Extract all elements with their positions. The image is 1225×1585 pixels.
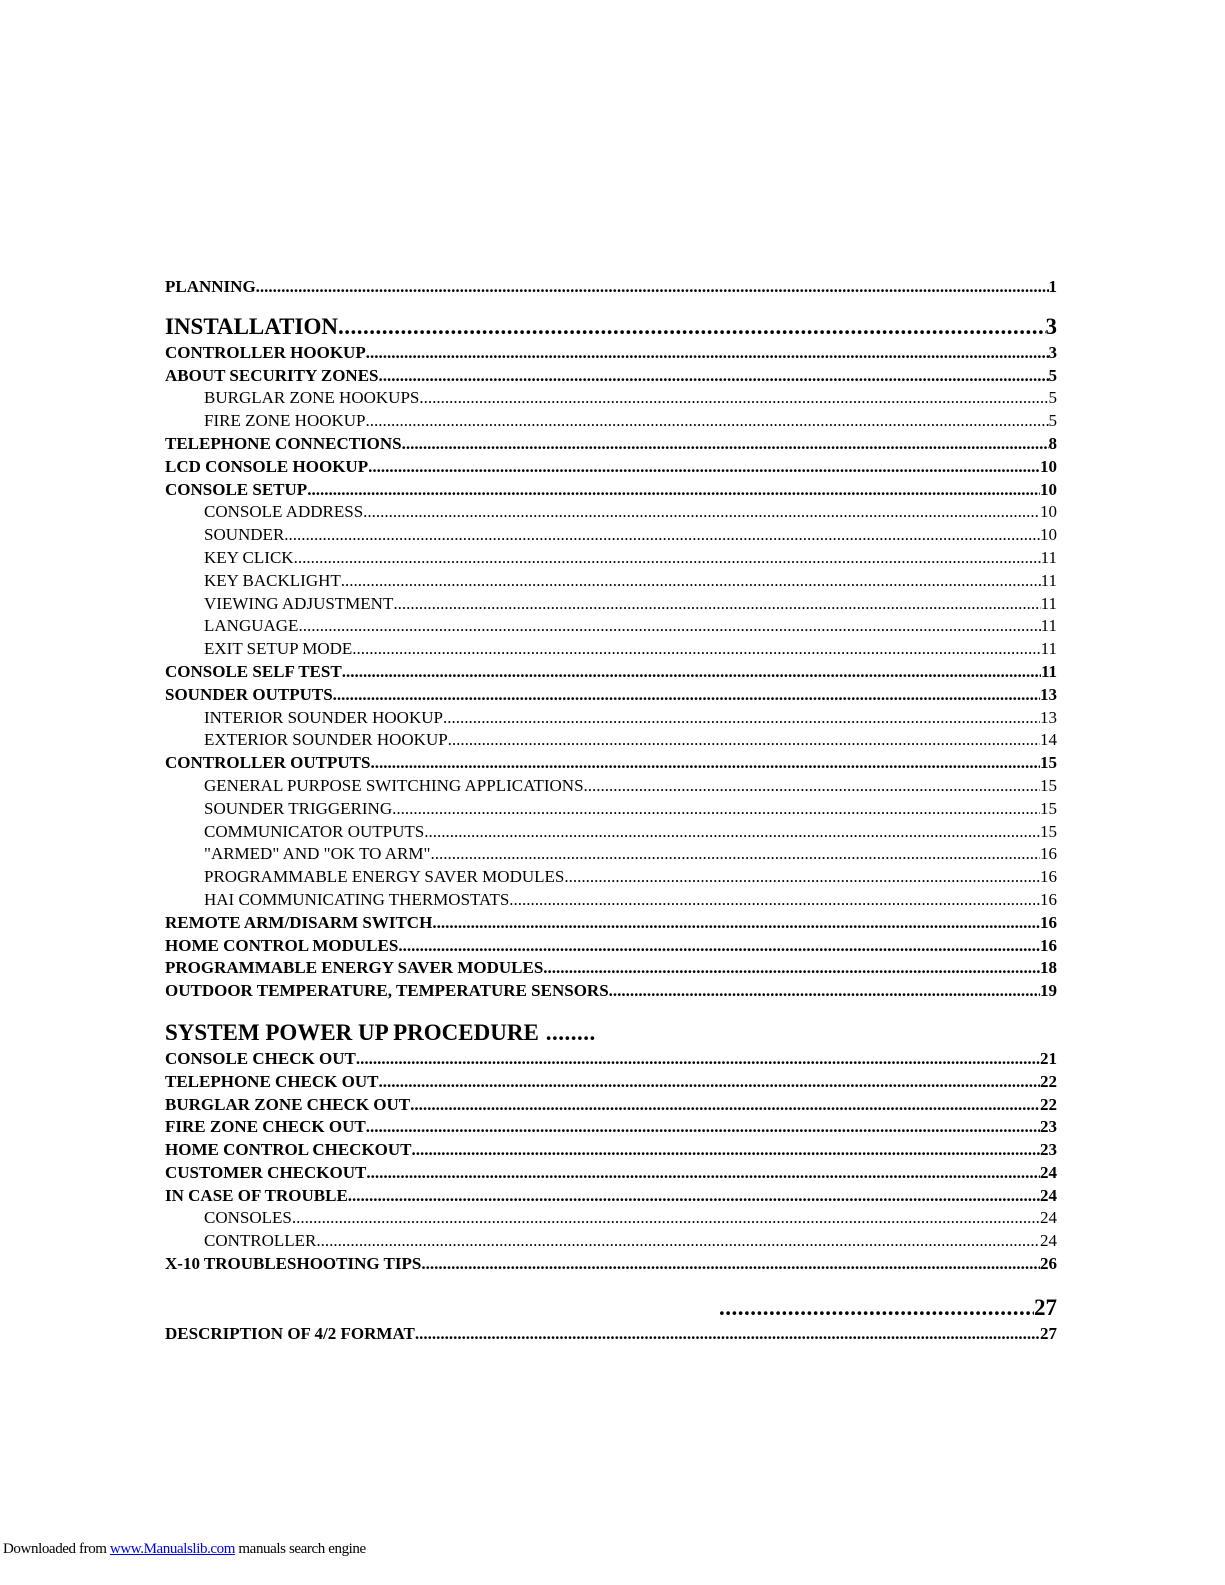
toc-entry-page: 24 <box>1040 1208 1057 1228</box>
toc-entry[interactable] <box>165 980 1057 1003</box>
toc-entry-page: 23 <box>1040 1140 1057 1160</box>
toc-entry-label: VIEWING ADJUSTMENT <box>204 593 394 613</box>
toc-entry-page: 23 <box>1040 1117 1057 1137</box>
footer-suffix: manuals search engine <box>235 1541 366 1557</box>
toc-entry-page: 24 <box>1040 1231 1057 1251</box>
toc-leader-dots <box>410 1094 1040 1117</box>
toc-entry-label: SOUNDER <box>204 525 285 545</box>
toc-entry[interactable] <box>165 729 1057 752</box>
toc-entry-page: 5 <box>1048 388 1057 408</box>
toc-entry-label: X-10 TROUBLESHOOTING TIPS <box>165 1254 422 1274</box>
toc-entry-page: 27 <box>1040 1323 1057 1343</box>
toc-entry-label: CONTROLLER <box>204 1231 317 1251</box>
toc-entry-page: 13 <box>1040 684 1057 704</box>
toc-leader-dots <box>294 547 1041 570</box>
toc-entry-label: HOME CONTROL MODULES <box>165 935 399 955</box>
toc-entry-label: CONSOLE ADDRESS <box>204 502 364 522</box>
toc-entry-page: 24 <box>1040 1185 1057 1205</box>
toc-entry[interactable] <box>165 866 1057 889</box>
table-of-contents <box>165 276 1057 1346</box>
toc-entry-label: PROGRAMMABLE ENERGY SAVER MODULES <box>204 867 565 887</box>
toc-appendix-list <box>165 1323 1057 1346</box>
toc-entry-label: CONSOLES <box>204 1208 292 1228</box>
toc-leader-dots <box>419 387 1048 410</box>
toc-entry-page: 8 <box>1048 433 1057 453</box>
toc-entry[interactable] <box>165 1116 1057 1139</box>
toc-entry[interactable] <box>165 707 1057 730</box>
toc-entry-label: INTERIOR SOUNDER HOOKUP <box>204 707 443 727</box>
toc-leader-dots <box>398 935 1040 958</box>
manualslib-link[interactable]: www.Manualslib.com <box>109 1541 236 1557</box>
toc-entry-page: 16 <box>1040 889 1057 909</box>
toc-entry-label: HOME CONTROL CHECKOUT <box>165 1140 412 1160</box>
toc-entry-label: EXIT SETUP MODE <box>204 639 353 659</box>
toc-entry-label: FIRE ZONE HOOKUP <box>204 411 366 431</box>
toc-entry[interactable] <box>165 387 1057 410</box>
toc-entry-label: CONSOLE CHECK OUT <box>165 1048 356 1068</box>
toc-entry-label: SOUNDER OUTPUTS <box>165 684 333 704</box>
toc-entry-page: 13 <box>1040 707 1057 727</box>
toc-leader-dots <box>424 821 1040 844</box>
toc-entry-page: 15 <box>1040 821 1057 841</box>
toc-entry[interactable] <box>165 1185 1057 1208</box>
toc-entry-label: REMOTE ARM/DISARM SWITCH <box>165 912 433 932</box>
toc-entry[interactable] <box>165 593 1057 616</box>
toc-entry[interactable] <box>165 912 1057 935</box>
toc-section-page: 27 <box>1034 1294 1057 1320</box>
toc-entry-label: BURGLAR ZONE HOOKUPS <box>204 388 420 408</box>
toc-entry-page: 18 <box>1040 958 1057 978</box>
toc-entry[interactable] <box>165 684 1057 707</box>
toc-entry[interactable] <box>165 1323 1057 1346</box>
toc-leader-dots <box>378 1071 1040 1094</box>
toc-entry[interactable] <box>165 1139 1057 1162</box>
toc-leader-dots <box>342 661 1041 684</box>
toc-entry-page: 11 <box>1040 593 1057 613</box>
toc-entry-label: PLANNING <box>165 277 256 296</box>
toc-entry-page: 11 <box>1040 547 1057 567</box>
toc-leader-dots <box>366 1162 1040 1185</box>
toc-leader-dots <box>341 570 1041 593</box>
download-footer <box>3 1541 366 1558</box>
toc-entry[interactable] <box>165 1230 1057 1253</box>
toc-entry-planning[interactable] <box>165 276 1057 299</box>
toc-leader-dots <box>366 1116 1040 1139</box>
toc-entry-label: PROGRAMMABLE ENERGY SAVER MODULES <box>165 958 544 978</box>
toc-entry[interactable] <box>165 524 1057 547</box>
toc-entry-page: 11 <box>1040 639 1057 659</box>
toc-power-up-list <box>165 1048 1057 1276</box>
toc-section-label: INSTALLATION <box>165 313 338 339</box>
toc-entry-label: EXTERIOR SOUNDER HOOKUP <box>204 730 448 750</box>
toc-entry-page: 16 <box>1040 844 1057 864</box>
toc-leader-dots <box>256 276 1049 299</box>
toc-leader-dots <box>352 638 1040 661</box>
toc-entry-page: 19 <box>1040 981 1057 1001</box>
toc-entry-label: CONTROLLER OUTPUTS <box>165 753 371 773</box>
toc-entry[interactable] <box>165 1162 1057 1185</box>
toc-leader-dots <box>284 524 1040 547</box>
toc-leader-dots <box>509 889 1040 912</box>
toc-leader-dots <box>298 615 1040 638</box>
toc-entry[interactable] <box>165 1094 1057 1117</box>
toc-entry-page: 14 <box>1040 730 1057 750</box>
toc-entry-page: 16 <box>1040 935 1057 955</box>
toc-entry-page: 11 <box>1040 661 1057 681</box>
toc-installation-list <box>165 342 1057 1003</box>
toc-entry-page: 10 <box>1040 456 1057 476</box>
toc-leader-dots <box>338 312 1046 342</box>
toc-entry[interactable] <box>165 935 1057 958</box>
toc-leader-dots <box>402 433 1049 456</box>
toc-entry[interactable] <box>165 547 1057 570</box>
toc-entry[interactable] <box>165 843 1057 866</box>
toc-section-installation[interactable] <box>165 312 1057 342</box>
toc-leader-dots <box>430 843 1040 866</box>
toc-leader-dots <box>415 1323 1040 1346</box>
toc-entry[interactable] <box>165 1207 1057 1230</box>
toc-entry-label: TELEPHONE CHECK OUT <box>165 1071 379 1091</box>
toc-leader-dots <box>584 775 1040 798</box>
toc-leader-dots <box>392 798 1040 821</box>
toc-leader-dots <box>366 410 1049 433</box>
toc-entry-page: 16 <box>1040 912 1057 932</box>
toc-section-page: 3 <box>1045 313 1057 339</box>
toc-entry-label: COMMUNICATOR OUTPUTS <box>204 821 425 841</box>
toc-entry-label: GENERAL PURPOSE SWITCHING APPLICATIONS <box>204 775 584 795</box>
toc-leader-dots <box>366 342 1049 365</box>
toc-entry[interactable] <box>165 1253 1057 1276</box>
toc-leader-dots <box>333 684 1040 707</box>
toc-entry-page: 10 <box>1040 479 1057 499</box>
toc-entry-label: ABOUT SECURITY ZONES <box>165 365 379 385</box>
toc-entry-page: 5 <box>1048 411 1057 431</box>
toc-entry-label: LANGUAGE <box>204 616 299 636</box>
toc-entry[interactable] <box>165 889 1057 912</box>
toc-leader-dots <box>719 1293 1034 1323</box>
toc-leader-dots <box>292 1207 1040 1230</box>
toc-leader-dots <box>448 729 1040 752</box>
toc-leader-dots <box>539 1018 596 1048</box>
toc-leader-dots <box>348 1185 1040 1208</box>
toc-leader-dots <box>412 1139 1040 1162</box>
toc-leader-dots <box>421 1253 1040 1276</box>
toc-entry-label: "ARMED" AND "OK TO ARM" <box>204 844 431 864</box>
toc-entry-label: SOUNDER TRIGGERING <box>204 798 393 818</box>
toc-entry-label: OUTDOOR TEMPERATURE, TEMPERATURE SENSORS <box>165 981 609 1001</box>
toc-leader-dots <box>609 980 1040 1003</box>
toc-entry-page: 10 <box>1040 502 1057 522</box>
toc-entry[interactable] <box>165 501 1057 524</box>
toc-entry[interactable] <box>165 957 1057 980</box>
toc-entry-page: 11 <box>1040 570 1057 590</box>
toc-entry-label: LCD CONSOLE HOOKUP <box>165 456 369 476</box>
toc-entry[interactable] <box>165 798 1057 821</box>
toc-entry-label: FIRE ZONE CHECK OUT <box>165 1117 366 1137</box>
toc-entry[interactable] <box>165 456 1057 479</box>
toc-entry-label: KEY BACKLIGHT <box>204 570 341 590</box>
toc-entry[interactable] <box>165 775 1057 798</box>
toc-leader-dots <box>393 593 1040 616</box>
toc-entry[interactable] <box>165 752 1057 775</box>
toc-leader-dots <box>370 752 1040 775</box>
toc-entry[interactable] <box>165 1071 1057 1094</box>
toc-entry[interactable] <box>165 410 1057 433</box>
toc-leader-dots <box>432 912 1040 935</box>
toc-leader-dots <box>379 365 1049 388</box>
toc-entry-page: 24 <box>1040 1162 1057 1182</box>
toc-entry-label: CUSTOMER CHECKOUT <box>165 1162 367 1182</box>
toc-entry-page: 10 <box>1040 525 1057 545</box>
toc-entry[interactable] <box>165 821 1057 844</box>
toc-entry-label: HAI COMMUNICATING THERMOSTATS <box>204 889 510 909</box>
toc-entry[interactable] <box>165 661 1057 684</box>
toc-entry-page: 3 <box>1048 342 1057 362</box>
toc-entry[interactable] <box>165 638 1057 661</box>
toc-entry[interactable] <box>165 1048 1057 1071</box>
toc-entry-page: 15 <box>1040 798 1057 818</box>
toc-entry-page: 22 <box>1040 1094 1057 1114</box>
toc-entry[interactable] <box>165 479 1057 502</box>
toc-entry-page: 21 <box>1040 1048 1057 1068</box>
toc-entry-page: 26 <box>1040 1254 1057 1274</box>
toc-entry-label: CONTROLLER HOOKUP <box>165 342 366 362</box>
toc-entry-page: 22 <box>1040 1071 1057 1091</box>
footer-prefix: Downloaded from <box>3 1541 110 1557</box>
toc-entry[interactable] <box>165 570 1057 593</box>
toc-entry-label: IN CASE OF TROUBLE <box>165 1185 348 1205</box>
toc-entry[interactable] <box>165 433 1057 456</box>
toc-entry-label: DESCRIPTION OF 4/2 FORMAT <box>165 1323 415 1343</box>
toc-entry-page: 16 <box>1040 867 1057 887</box>
toc-section-label: SYSTEM POWER UP PROCEDURE <box>165 1019 539 1045</box>
toc-entry-page: 15 <box>1040 775 1057 795</box>
toc-entry-page: 15 <box>1040 753 1057 773</box>
toc-leader-dots <box>368 456 1040 479</box>
toc-entry-page: 1 <box>1048 277 1057 296</box>
toc-entry-label: BURGLAR ZONE CHECK OUT <box>165 1094 411 1114</box>
toc-entry-label: TELEPHONE CONNECTIONS <box>165 433 402 453</box>
toc-leader-dots <box>356 1048 1040 1071</box>
toc-leader-dots <box>564 866 1040 889</box>
toc-leader-dots <box>443 707 1040 730</box>
toc-entry-label: CONSOLE SETUP <box>165 479 308 499</box>
toc-entry-page: 5 <box>1048 365 1057 385</box>
toc-entry[interactable] <box>165 365 1057 388</box>
toc-leader-dots <box>543 957 1040 980</box>
toc-leader-dots <box>316 1230 1040 1253</box>
toc-entry-label: KEY CLICK <box>204 547 294 567</box>
toc-entry-label: CONSOLE SELF TEST <box>165 661 342 681</box>
toc-section-appendix[interactable] <box>165 1293 1057 1323</box>
toc-entry-page: 11 <box>1040 616 1057 636</box>
toc-section-power-up[interactable] <box>165 1018 1057 1048</box>
toc-leader-dots <box>307 479 1040 502</box>
toc-leader-dots <box>363 501 1040 524</box>
toc-entry[interactable] <box>165 342 1057 365</box>
toc-entry[interactable] <box>165 615 1057 638</box>
